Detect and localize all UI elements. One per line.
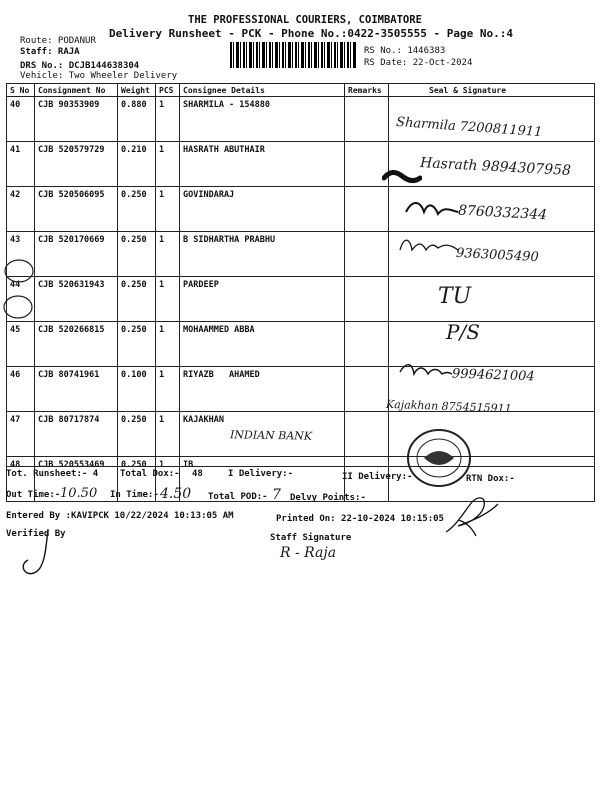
sno-cell: 48 xyxy=(7,457,35,502)
printed-on: Printed On: 22-10-2024 10:15:05 xyxy=(276,514,444,524)
pcs-cell: 1 xyxy=(156,412,180,457)
consignment-cell: CJB 80741961 xyxy=(35,367,118,412)
tot-runsheet: Tot. Runsheet:- 4 xyxy=(6,469,99,479)
total-dox-label: Total Dox:- xyxy=(120,469,180,479)
consignment-cell: CJB 520579729 xyxy=(35,142,118,187)
weight-cell: 0.250 xyxy=(118,187,156,232)
barcode xyxy=(230,42,356,68)
sno-cell: 41 xyxy=(7,142,35,187)
staff-signature-label: Staff Signature xyxy=(270,533,352,543)
col-header: Seal & Signature xyxy=(389,84,595,97)
i-delivery: I Delivery:- xyxy=(228,469,294,479)
total-pod-label: Total POD:- xyxy=(208,492,268,502)
remarks-cell xyxy=(345,97,389,142)
consignee-cell: IB xyxy=(180,457,345,502)
signature-48: INDIAN BANK xyxy=(229,428,313,443)
col-header: Weight xyxy=(118,84,156,97)
sno-cell: 40 xyxy=(7,97,35,142)
weight-cell: 0.100 xyxy=(118,367,156,412)
weight-cell: 0.880 xyxy=(118,97,156,142)
weight-cell: 0.250 xyxy=(118,232,156,277)
consignment-cell: CJB 520506095 xyxy=(35,187,118,232)
signature-43: 9363005490 xyxy=(455,245,540,266)
ii-delivery: II Delivery:- xyxy=(342,472,413,482)
hand-circle-marks xyxy=(0,255,40,325)
rs-number: RS No.: 1446383 xyxy=(364,46,446,56)
delvy-points: Delvy Points:- xyxy=(290,493,366,503)
weight-cell: 0.210 xyxy=(118,142,156,187)
table-header-row xyxy=(7,84,595,97)
rtn-dox: RTN Dox:- xyxy=(466,474,515,484)
consignee-cell: HASRATH ABUTHAIR xyxy=(180,142,345,187)
staff-signature-scribble xyxy=(438,492,504,540)
pcs-cell: 1 xyxy=(156,367,180,412)
out-time-label: Out Time:- xyxy=(6,490,61,500)
pcs-cell: 1 xyxy=(156,457,180,502)
weight-cell: 0.250 xyxy=(118,322,156,367)
signature-scribble-46 xyxy=(398,360,454,382)
consignment-cell: CJB 90353909 xyxy=(35,97,118,142)
remarks-cell xyxy=(345,187,389,232)
consignee-cell: GOVINDARAJ xyxy=(180,187,345,232)
company-name: THE PROFESSIONAL COURIERS, COIMBATORE xyxy=(188,14,422,26)
pcs-cell: 1 xyxy=(156,142,180,187)
consignee-cell: PARDEEP xyxy=(180,277,345,322)
signature-cell xyxy=(389,277,595,322)
sno-cell: 45 xyxy=(7,322,35,367)
consignment-cell: CJB 520170669 xyxy=(35,232,118,277)
signature-scribble-42 xyxy=(404,198,460,218)
in-time-label: In Time:- xyxy=(110,490,159,500)
entered-by: Entered By :KAVIPCK 10/22/2024 10:13:05 AM xyxy=(6,511,234,521)
col-header: Remarks xyxy=(345,84,389,97)
pcs-cell: 1 xyxy=(156,277,180,322)
consignment-cell: CJB 80717874 xyxy=(35,412,118,457)
sno-cell: 47 xyxy=(7,412,35,457)
col-header: Consignee Details xyxy=(180,84,345,97)
total-pod-hand: 7 xyxy=(272,487,281,503)
col-header: Consignment No xyxy=(35,84,118,97)
total-dox-value: 48 xyxy=(192,469,203,479)
col-header: S No xyxy=(7,84,35,97)
vehicle-label: Vehicle: Two Wheeler Delivery xyxy=(20,71,178,81)
consignee-cell: RIYAZB AHAMED xyxy=(180,367,345,412)
table-row xyxy=(7,322,595,367)
signature-46: 9994621004 xyxy=(451,366,535,385)
sno-cell: 43 xyxy=(7,232,35,277)
signature-scribble-43 xyxy=(398,234,460,256)
consignment-cell: CJB 520553469 xyxy=(35,457,118,502)
consignment-cell: CJB 520631943 xyxy=(35,277,118,322)
verified-by: Verified By xyxy=(6,529,66,539)
pcs-cell: 1 xyxy=(156,232,180,277)
staff-signature-hand: R - Raja xyxy=(280,545,337,561)
consignee-cell: B SIDHARTHA PRABHU xyxy=(180,232,345,277)
consignee-cell: MOHAAMMED ABBA xyxy=(180,322,345,367)
signature-45: P/S xyxy=(446,320,480,344)
in-time-hand: 4.50 xyxy=(160,486,192,502)
signature-41: Hasrath 9894307958 xyxy=(419,155,572,179)
pcs-cell: 1 xyxy=(156,322,180,367)
consignee-cell: SHARMILA - 154880 xyxy=(180,97,345,142)
footer-divider xyxy=(6,466,594,467)
sno-cell: 42 xyxy=(7,187,35,232)
remarks-cell xyxy=(345,412,389,457)
pcs-cell: 1 xyxy=(156,97,180,142)
rs-date: RS Date: 22-Oct-2024 xyxy=(364,58,473,68)
out-time-hand: 10.50 xyxy=(60,486,98,501)
remarks-cell xyxy=(345,322,389,367)
bank-seal-stamp xyxy=(404,427,474,489)
signature-47: Kajakhan 8754515911 xyxy=(385,397,512,416)
route-label: Route: PODANUR xyxy=(20,36,96,46)
staff-label: Staff: RAJA xyxy=(20,47,80,57)
drs-number: DRS No.: DCJB144638304 xyxy=(20,61,140,71)
sno-cell: 46 xyxy=(7,367,35,412)
remarks-cell xyxy=(345,232,389,277)
weight-cell: 0.250 xyxy=(118,412,156,457)
col-header: PCS xyxy=(156,84,180,97)
signature-40: Sharmila 7200811911 xyxy=(395,114,543,141)
runsheet-title: Delivery Runsheet - PCK - Phone No.:0422-3505555 - Page No.:4 xyxy=(109,27,513,40)
sno-cell: 44 xyxy=(7,277,35,322)
weight-cell: 0.250 xyxy=(118,457,156,502)
remarks-cell xyxy=(345,367,389,412)
verified-signature-stroke xyxy=(14,526,62,578)
signature-44: TU xyxy=(438,284,472,309)
weight-cell: 0.250 xyxy=(118,277,156,322)
pcs-cell: 1 xyxy=(156,187,180,232)
consignment-cell: CJB 520266815 xyxy=(35,322,118,367)
consignee-cell: KAJAKHAN xyxy=(180,412,345,457)
remarks-cell xyxy=(345,277,389,322)
signature-42: 8760332344 xyxy=(457,202,548,224)
ink-scribble xyxy=(382,168,422,190)
table-row xyxy=(7,277,595,322)
